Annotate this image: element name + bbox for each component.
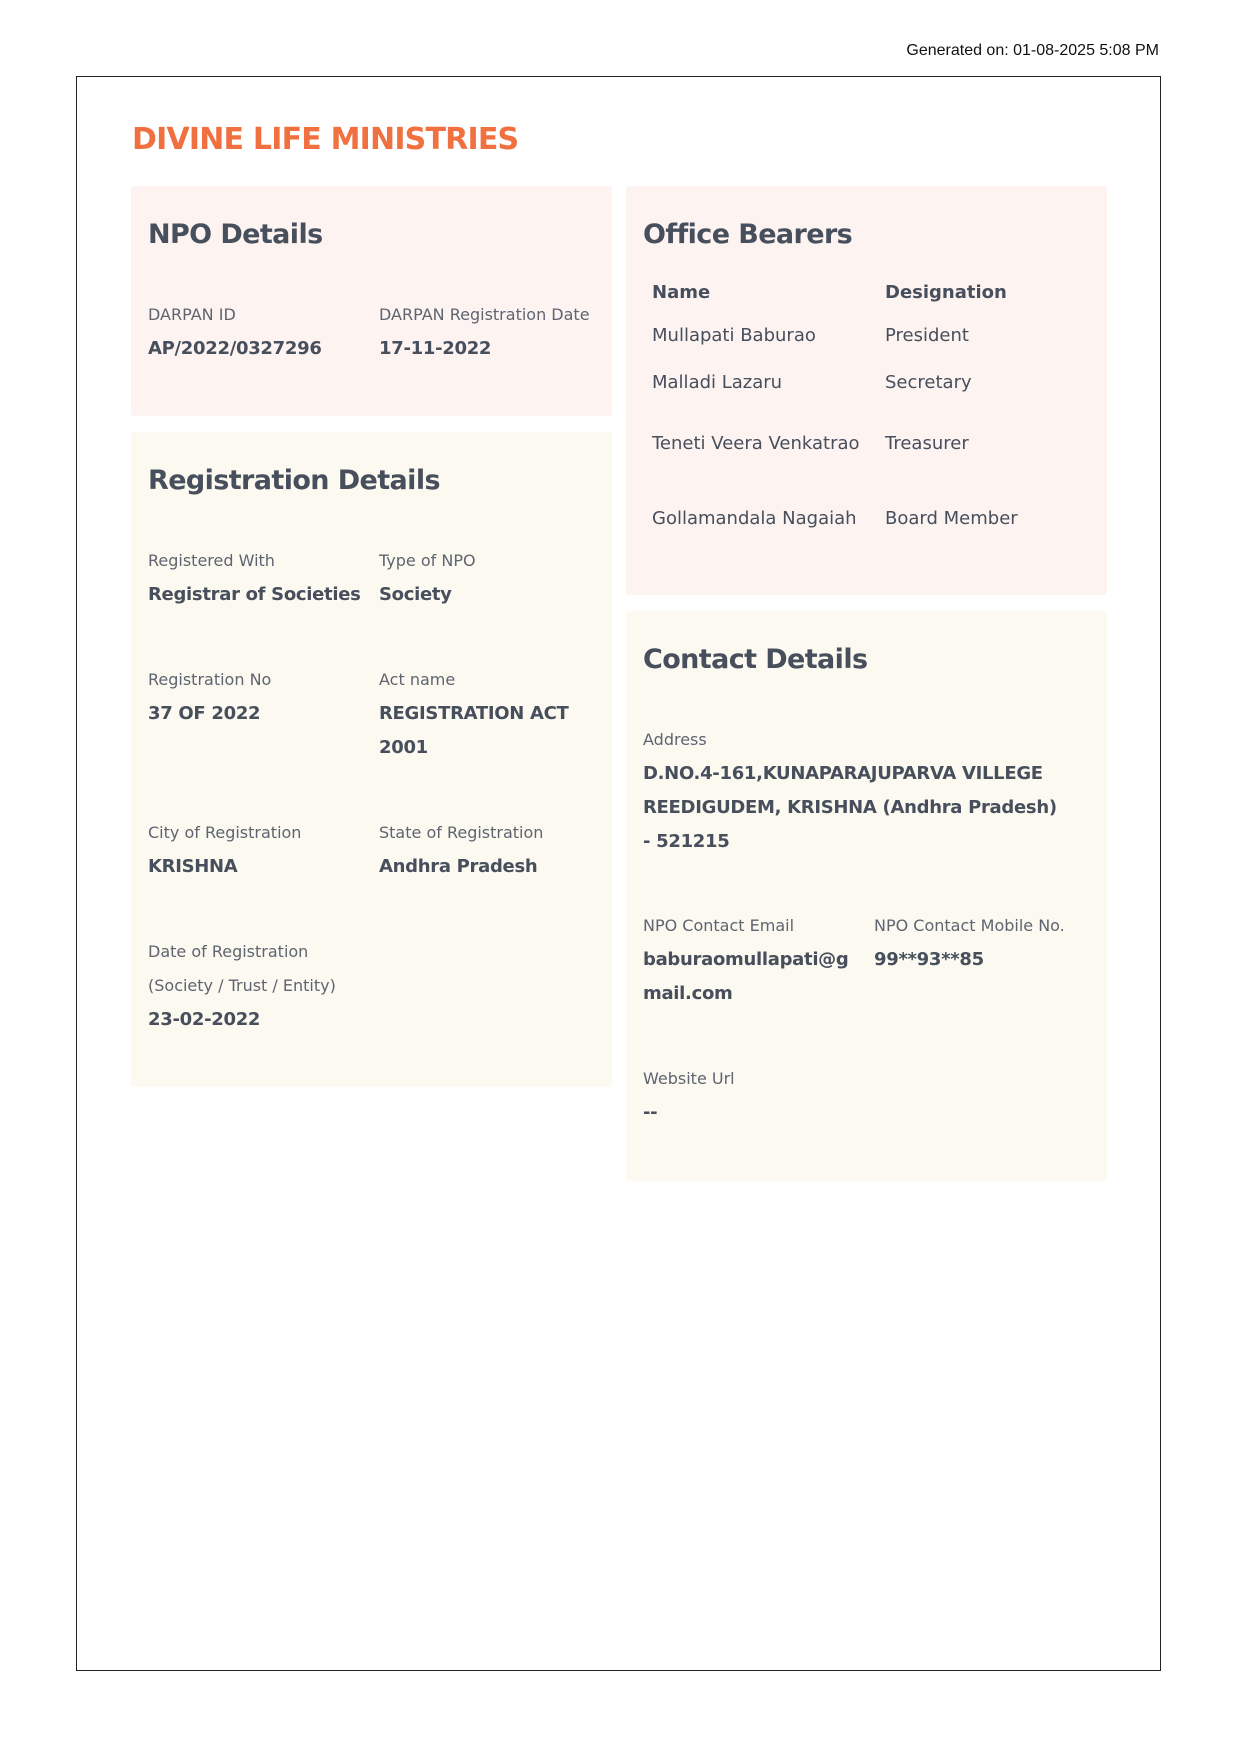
registered-with-value: Registrar of Societies — [148, 584, 361, 605]
bearer-designation: Secretary — [885, 371, 972, 393]
npo-contact-mobile-field — [874, 909, 1092, 977]
bearer-designation: Treasurer — [885, 432, 969, 454]
bearer-designation: President — [885, 324, 969, 346]
website-url-value: -- — [643, 1102, 658, 1123]
darpan-registration-date-value: 17-11-2022 — [379, 338, 492, 359]
bearer-name: Gollamandala Nagaiah — [652, 507, 857, 529]
table-row — [652, 481, 1082, 556]
type-of-npo-field — [379, 544, 597, 612]
column-header-name: Name — [652, 282, 711, 303]
date-of-registration-sublabel: (Society / Trust / Entity) — [148, 976, 336, 995]
npo-details-card — [131, 186, 612, 416]
act-name-label: Act name — [379, 670, 456, 689]
darpan-id-label: DARPAN ID — [148, 305, 236, 324]
npo-contact-mobile-value: 99**93**85 — [874, 949, 984, 970]
city-of-registration-value: KRISHNA — [148, 856, 238, 877]
table-header-row — [652, 274, 1082, 312]
darpan-id-value: AP/2022/0327296 — [148, 338, 322, 359]
bearer-name: Mullapati Baburao — [652, 324, 816, 346]
npo-contact-email-value: baburaomullapati@gmail.com — [643, 949, 849, 1004]
state-of-registration-field — [379, 816, 597, 884]
act-name-field — [379, 663, 579, 765]
date-of-registration-label: Date of Registration — [148, 942, 309, 961]
bearer-designation: Board Member — [885, 507, 1018, 529]
registration-no-label: Registration No — [148, 670, 272, 689]
office-bearers-card — [626, 186, 1107, 595]
office-bearers-title: Office Bearers — [643, 219, 853, 250]
registration-details-card — [131, 432, 612, 1087]
darpan-registration-date-label: DARPAN Registration Date — [379, 305, 590, 324]
contact-details-title: Contact Details — [643, 644, 868, 675]
registration-no-field — [148, 663, 366, 731]
state-of-registration-value: Andhra Pradesh — [379, 856, 538, 877]
type-of-npo-value: Society — [379, 584, 452, 605]
act-name-value: REGISTRATION ACT 2001 — [379, 703, 569, 758]
address-value: D.NO.4-161,KUNAPARAJUPARVA VILLEGE REEDIGUDEM, KRISHNA (Andhra Pradesh) - 521215 — [643, 763, 1057, 852]
registration-details-title: Registration Details — [148, 465, 440, 496]
website-url-field — [643, 1062, 861, 1130]
address-label: Address — [643, 730, 707, 749]
npo-contact-email-label: NPO Contact Email — [643, 916, 795, 935]
date-of-registration-field — [148, 935, 408, 1037]
contact-details-card — [626, 611, 1107, 1181]
darpan-id-field — [148, 298, 366, 366]
registered-with-label: Registered With — [148, 551, 275, 570]
npo-contact-email-field — [643, 909, 861, 1011]
address-field — [643, 723, 1063, 859]
column-header-designation: Designation — [885, 282, 1007, 303]
state-of-registration-label: State of Registration — [379, 823, 544, 842]
bearer-name: Teneti Veera Venkatrao — [652, 432, 860, 454]
darpan-registration-date-field — [379, 298, 597, 366]
organization-name: DIVINE LIFE MINISTRIES — [132, 122, 519, 157]
registration-no-value: 37 OF 2022 — [148, 703, 261, 724]
type-of-npo-label: Type of NPO — [379, 551, 476, 570]
registered-with-field — [148, 544, 366, 612]
table-row — [652, 312, 1082, 359]
city-of-registration-field — [148, 816, 366, 884]
npo-contact-mobile-label: NPO Contact Mobile No. — [874, 916, 1065, 935]
npo-details-title: NPO Details — [148, 219, 323, 250]
table-row — [652, 406, 1082, 481]
table-row — [652, 359, 1082, 406]
generated-on-timestamp: Generated on: 01-08-2025 5:08 PM — [906, 42, 1159, 59]
website-url-label: Website Url — [643, 1069, 735, 1088]
office-bearers-table — [652, 274, 1082, 556]
date-of-registration-value: 23-02-2022 — [148, 1009, 261, 1030]
city-of-registration-label: City of Registration — [148, 823, 302, 842]
bearer-name: Malladi Lazaru — [652, 371, 783, 393]
